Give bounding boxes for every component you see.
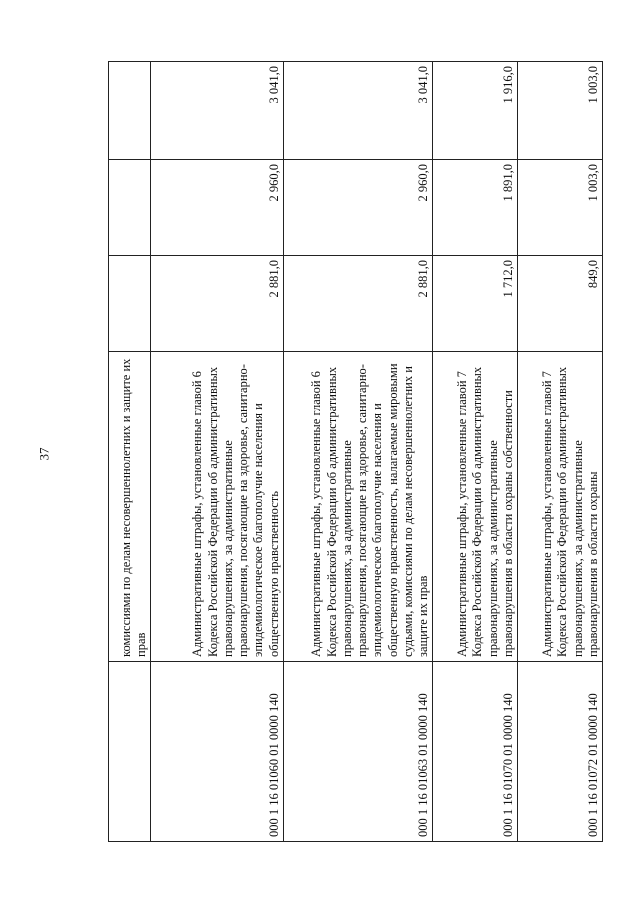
value-cell-3: 3 041,0 (151, 62, 283, 160)
value-cell-1: 849,0 (518, 256, 603, 352)
value-cell-1 (109, 256, 151, 352)
budget-revenue-table (108, 61, 603, 842)
page-number: 37 (36, 447, 52, 461)
value-cell-3: 3 041,0 (283, 62, 433, 160)
description-cell: комиссиями по делам несовершеннолетних и защите их прав (109, 352, 151, 662)
description-cell: Административные штрафы, установленные главой 7 Кодекса Российской Федерации об административных правонарушениях, за административные правонарушения в области охраны (518, 352, 603, 662)
table-row (283, 62, 433, 842)
table-row (151, 62, 283, 842)
table-container (108, 62, 603, 842)
budget-code-cell: 000 1 16 01070 01 0000 140 (433, 662, 518, 842)
value-cell-2: 2 960,0 (283, 160, 433, 256)
value-cell-1: 2 881,0 (283, 256, 433, 352)
table-row (109, 62, 151, 842)
value-cell-2 (109, 160, 151, 256)
value-cell-3: 1 003,0 (518, 62, 603, 160)
value-cell-2: 1 891,0 (433, 160, 518, 256)
value-cell-2: 2 960,0 (151, 160, 283, 256)
value-cell-3 (109, 62, 151, 160)
description-cell: Административные штрафы, установленные главой 6 Кодекса Российской Федерации об административных правонарушениях, за административные правонарушения, посягающие на здоровье, санитарно-эпидемиологическое благополучие населения и общественную нравственность, налагаемые мировыми судьями, комиссиями по делам несовершеннолетних и защите их прав (283, 352, 433, 662)
table-row (433, 62, 518, 842)
budget-code-cell: 000 1 16 01060 01 0000 140 (151, 662, 283, 842)
value-cell-2: 1 003,0 (518, 160, 603, 256)
value-cell-1: 1 712,0 (433, 256, 518, 352)
table-row (518, 62, 603, 842)
budget-code-cell: 000 1 16 01063 01 0000 140 (283, 662, 433, 842)
value-cell-1: 2 881,0 (151, 256, 283, 352)
description-cell: Административные штрафы, установленные главой 6 Кодекса Российской Федерации об административных правонарушениях, за административные правонарушения, посягающие на здоровье, санитарно-эпидемиологическое благополучие населения и общественную нравственность (151, 352, 283, 662)
budget-code-cell (109, 662, 151, 842)
rotated-table-frame (108, 62, 603, 842)
description-cell: Административные штрафы, установленные главой 7 Кодекса Российской Федерации об административных правонарушениях, за административные правонарушения в области охраны собственности (433, 352, 518, 662)
budget-code-cell: 000 1 16 01072 01 0000 140 (518, 662, 603, 842)
value-cell-3: 1 916,0 (433, 62, 518, 160)
